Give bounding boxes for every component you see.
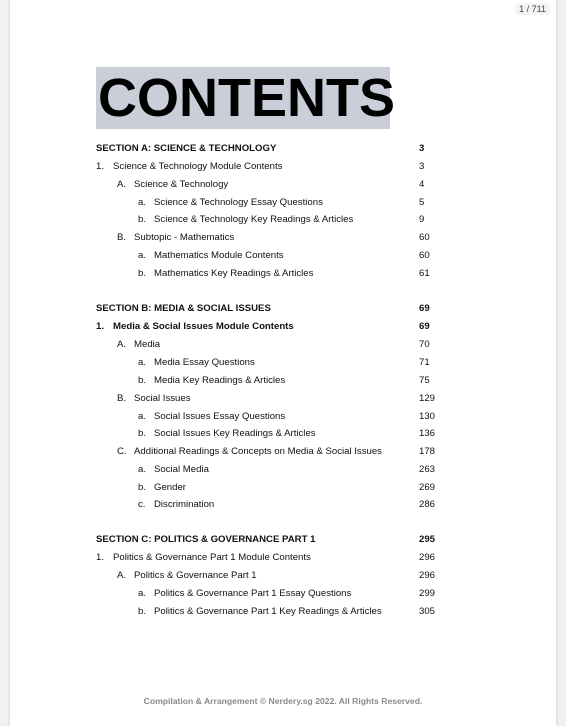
toc-entry-label: Politics & Governance Part 1 <box>134 570 257 581</box>
toc-entry-marker: b. <box>138 606 147 617</box>
toc-entry-label: Subtopic - Mathematics <box>134 232 235 243</box>
toc-entry[interactable] <box>10 267 556 281</box>
toc-entry[interactable] <box>10 587 556 601</box>
toc-entry-marker: a. <box>138 250 147 261</box>
toc-entry-label: Science & Technology Module Contents <box>113 161 283 172</box>
toc-entry[interactable] <box>10 498 556 512</box>
toc-entry-marker: b. <box>138 268 147 279</box>
toc-entry-label: Social Media <box>154 464 209 475</box>
toc-entry-label: Politics & Governance Part 1 Key Readings & Articles <box>154 606 382 617</box>
toc-entry[interactable] <box>10 605 556 619</box>
toc-page-number: 296 <box>419 570 436 581</box>
toc-entry-label: Discrimination <box>154 499 215 510</box>
toc-entry-marker: A. <box>117 179 127 190</box>
toc-page-number: 296 <box>419 552 436 563</box>
toc-page-number: 269 <box>419 482 436 493</box>
toc-entry[interactable] <box>10 356 556 370</box>
toc-entry-marker: b. <box>138 214 147 225</box>
toc-entry[interactable] <box>10 481 556 495</box>
toc-page-number: 69 <box>419 321 430 332</box>
toc-entry-label: Mathematics Module Contents <box>154 250 284 261</box>
toc-entry-marker: b. <box>138 482 147 493</box>
toc-page-number: 295 <box>419 534 436 545</box>
toc-entry[interactable] <box>10 213 556 227</box>
toc-page-number: 263 <box>419 464 436 475</box>
toc-entry-marker: 1. <box>96 321 105 332</box>
toc-page-number: 69 <box>419 303 430 314</box>
copyright-footer: Compilation & Arrangement © Nerdery.sg 2022. All Rights Reserved. <box>143 696 423 706</box>
toc-entry-label: Gender <box>154 482 186 493</box>
toc-page-number: 136 <box>419 428 436 439</box>
toc-entry-label: Media Essay Questions <box>154 357 255 368</box>
toc-page-number: 3 <box>419 161 425 172</box>
toc-page-number: 3 <box>419 143 425 154</box>
toc-entry[interactable] <box>10 196 556 210</box>
toc-entry[interactable] <box>10 392 556 406</box>
toc-entry-label: Media <box>134 339 161 350</box>
toc-page-number: 61 <box>419 268 430 279</box>
toc-page-number: 130 <box>419 411 436 422</box>
toc-entry-marker: a. <box>138 588 147 599</box>
toc-entry-marker: 1. <box>96 161 105 172</box>
toc-entry-label: Social Issues <box>134 393 191 404</box>
toc-entry[interactable] <box>10 249 556 263</box>
toc-entry-label: SECTION A: SCIENCE & TECHNOLOGY <box>96 143 277 154</box>
toc-page-number: 305 <box>419 606 436 617</box>
toc-entry[interactable] <box>10 320 556 334</box>
document-page <box>10 0 556 726</box>
toc-entry-label: SECTION C: POLITICS & GOVERNANCE PART 1 <box>96 534 316 545</box>
toc-entry[interactable] <box>10 374 556 388</box>
toc-page-number: 4 <box>419 179 425 190</box>
toc-entry[interactable] <box>10 551 556 565</box>
toc-entry-marker: a. <box>138 197 147 208</box>
toc-entry-marker: b. <box>138 428 147 439</box>
toc-entry-label: Mathematics Key Readings & Articles <box>154 268 314 279</box>
toc-page-number: 70 <box>419 339 430 350</box>
toc-entry-label: Science & Technology <box>134 179 229 190</box>
page-counter: 1 / 711 <box>515 3 550 15</box>
toc-page-number: 299 <box>419 588 436 599</box>
toc-page-number: 5 <box>419 197 425 208</box>
toc-entry-label: Science & Technology Key Readings & Articles <box>154 214 354 225</box>
toc-entry[interactable] <box>10 231 556 245</box>
toc-section-heading[interactable] <box>10 302 556 316</box>
toc-entry[interactable] <box>10 178 556 192</box>
toc-section-heading[interactable] <box>10 533 556 547</box>
toc-page-number: 71 <box>419 357 430 368</box>
toc-entry-label: Media Key Readings & Articles <box>154 375 286 386</box>
toc-page-number: 129 <box>419 393 436 404</box>
toc-entry-marker: B. <box>117 232 127 243</box>
toc-entry-label: Additional Readings & Concepts on Media & Social Issues <box>134 446 382 457</box>
toc-entry-marker: 1. <box>96 552 105 563</box>
toc-entry[interactable] <box>10 160 556 174</box>
toc-page-number: 178 <box>419 446 436 457</box>
toc-entry-marker: c. <box>138 499 146 510</box>
toc-section-heading[interactable] <box>10 142 556 156</box>
toc-page-number: 75 <box>419 375 430 386</box>
toc-entry-marker: a. <box>138 411 147 422</box>
toc-entry-label: Politics & Governance Part 1 Module Contents <box>113 552 311 563</box>
toc-entry-marker: C. <box>117 446 127 457</box>
toc-entry-label: Social Issues Essay Questions <box>154 411 286 422</box>
title-highlight <box>96 67 395 129</box>
toc-entry[interactable] <box>10 427 556 441</box>
page-title: CONTENTS <box>98 68 395 128</box>
toc-entry-label: Politics & Governance Part 1 Essay Questions <box>154 588 352 599</box>
toc-entry-marker: b. <box>138 375 147 386</box>
toc-entry-marker: a. <box>138 357 147 368</box>
toc-entry-label: Media & Social Issues Module Contents <box>113 321 294 332</box>
toc-entry[interactable] <box>10 569 556 583</box>
toc-page-number: 9 <box>419 214 425 225</box>
toc-page-number: 286 <box>419 499 436 510</box>
toc-entry-label: SECTION B: MEDIA & SOCIAL ISSUES <box>96 303 271 314</box>
toc-entry[interactable] <box>10 410 556 424</box>
toc-entry-marker: A. <box>117 570 127 581</box>
toc-entry-label: Science & Technology Essay Questions <box>154 197 323 208</box>
toc-page-number: 60 <box>419 232 430 243</box>
toc-entry[interactable] <box>10 338 556 352</box>
toc-entry-label: Social Issues Key Readings & Articles <box>154 428 316 439</box>
toc-entry-marker: B. <box>117 393 127 404</box>
toc-entry[interactable] <box>10 445 556 459</box>
toc-page-number: 60 <box>419 250 430 261</box>
toc-entry[interactable] <box>10 463 556 477</box>
toc-entry-marker: a. <box>138 464 147 475</box>
toc-entry-marker: A. <box>117 339 127 350</box>
